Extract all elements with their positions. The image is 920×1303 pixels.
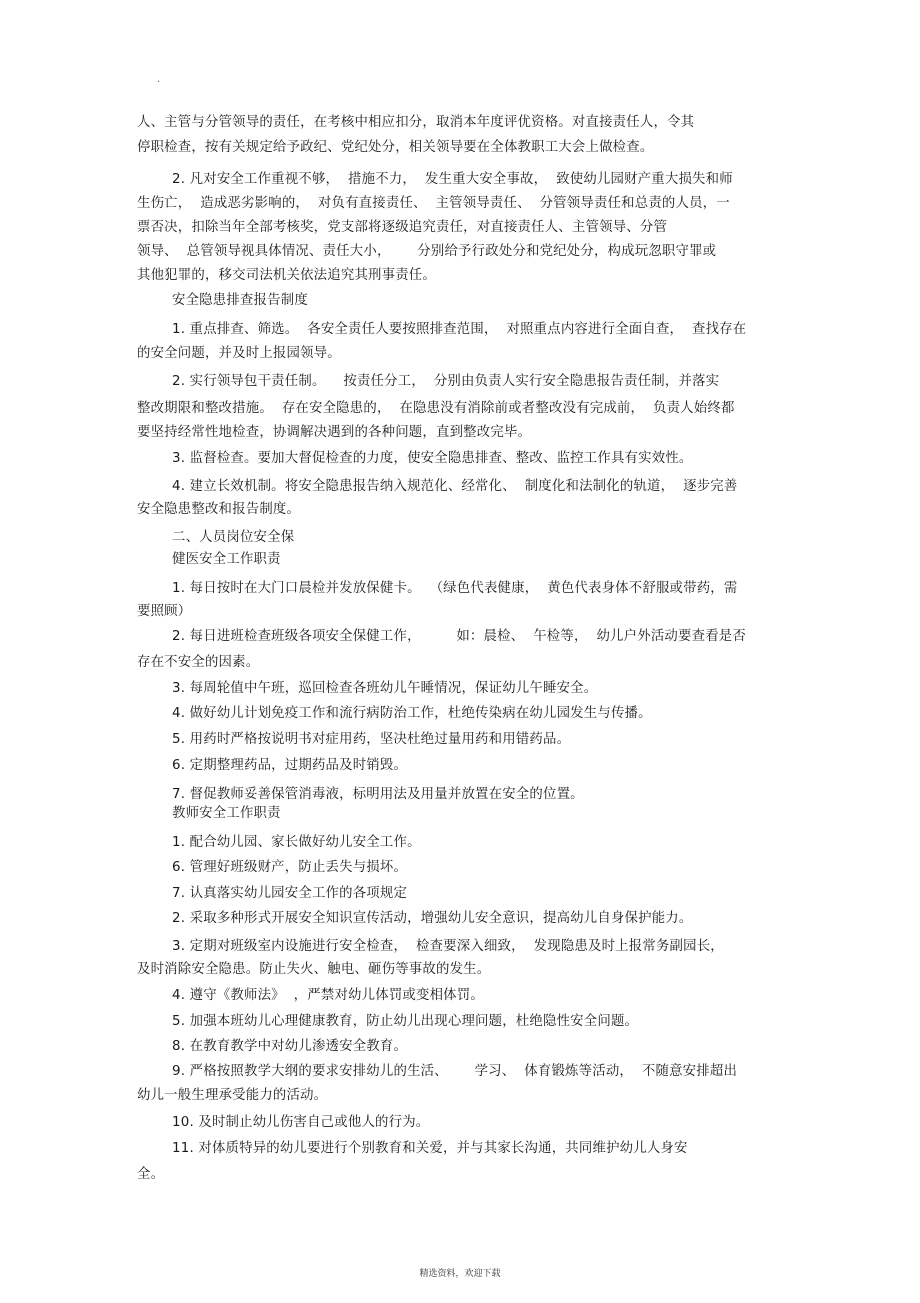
- text-line: 安全隐患排查报告制度: [172, 293, 308, 308]
- text-line: 人、主管与分管领导的责任，在考核中相应扣分，取消本年度评优资格。对直接责任人，令其: [137, 115, 695, 130]
- text-line: 5. 用药时严格按说明书对症用药，坚决杜绝过量用药和用错药品。: [172, 732, 571, 747]
- text-line: 要照顾）: [137, 604, 192, 619]
- header-dot: .: [157, 74, 161, 85]
- text-line: 4. 遵守《教师法》 ，严禁对幼儿体罚或变相体罚。: [172, 988, 484, 1003]
- text-line: 6. 管理好班级财产，防止丢失与损坏。: [172, 860, 408, 875]
- page-footer: 精选资料，欢迎下载: [419, 1269, 501, 1279]
- text-line: 票否决，扣除当年全部考核奖，党支部将逐级追究责任，对直接责任人、主管领导、分管: [137, 220, 668, 235]
- text-line: 的安全问题，并及时上报园领导。: [137, 346, 341, 361]
- text-line: 幼儿一般生理承受能力的活动。: [137, 1088, 328, 1103]
- text-line: 领导、 总管领导视具体情况、责任大小， 分别给予行政处分和党纪处分，构成玩忽职守罪或: [137, 244, 717, 259]
- text-line: 存在不安全的因素。: [137, 655, 260, 670]
- text-line: 7. 督促教师妥善保管消毒液，标明用法及用量并放置在安全的位置。: [172, 787, 584, 802]
- text-line: 生伤亡， 造成恶劣影响的， 对负有直接责任、 主管领导责任、 分管领导责任和总责的人员，一: [137, 196, 730, 211]
- text-line: 全。: [137, 1167, 165, 1182]
- text-line: 及时消除安全隐患。防止失火、触电、砸伤等事故的发生。: [137, 962, 491, 977]
- text-line: 6. 定期整理药品，过期药品及时销毁。: [172, 758, 408, 773]
- text-line: 11. 对体质特异的幼儿要进行个别教育和关爱，并与其家长沟通，共同维护幼儿人身安: [172, 1141, 688, 1156]
- text-line: 其他犯罪的，移交司法机关依法追究其刑事责任。: [137, 268, 436, 283]
- text-line: 7. 认真落实幼儿园安全工作的各项规定: [172, 886, 408, 901]
- text-line: 教师安全工作职责: [172, 806, 281, 821]
- text-line: 3. 监督检查。要加大督促检查的力度，使安全隐患排查、整改、监控工作具有实效性。: [172, 451, 693, 466]
- text-line: 4. 建立长效机制。将安全隐患报告纳入规范化、经常化、 制度化和法制化的轨道， 逐步完善: [172, 479, 738, 494]
- text-line: 1. 重点排查、筛选。 各安全责任人要按照排查范围， 对照重点内容进行全面自查， 查找存在: [172, 322, 747, 337]
- text-line: 10. 及时制止幼儿伤害自己或他人的行为。: [172, 1115, 430, 1130]
- text-line: 安全隐患整改和报告制度。: [137, 502, 301, 517]
- text-line: 1. 配合幼儿园、家长做好幼儿安全工作。: [172, 835, 421, 850]
- text-line: 要坚持经常性地检查，协调解决遇到的各种问题，直到整改完毕。: [137, 425, 532, 440]
- text-line: 3. 定期对班级室内设施进行安全检查， 检查要深入细致， 发现隐患及时上报常务副园长，: [172, 939, 724, 954]
- text-line: 2. 实行领导包干责任制。 按责任分工， 分别由负责人实行安全隐患报告责任制，并落实: [172, 374, 720, 389]
- text-line: 整改期限和整改措施。 存在安全隐患的， 在隐患没有消除前或者整改没有完成前， 负责人始终都: [137, 401, 735, 416]
- text-line: 2. 凡对安全工作重视不够， 措施不力， 发生重大安全事故， 致使幼儿园财产重大损失和师: [172, 172, 733, 187]
- text-line: 4. 做好幼儿计划免疫工作和流行病防治工作，杜绝传染病在幼儿园发生与传播。: [172, 706, 652, 721]
- text-line: 健医安全工作职责: [172, 552, 281, 567]
- text-line: 8. 在教育教学中对幼儿渗透安全教育。: [172, 1039, 408, 1054]
- text-line: 二、人员岗位安全保: [172, 530, 295, 545]
- text-line: 1. 每日按时在大门口晨检并发放保健卡。 （绿色代表健康， 黄色代表身体不舒服或带药，需: [172, 581, 738, 596]
- text-line: 2. 每日进班检查班级各项安全保健工作， 如：晨检、 午检等， 幼儿户外活动要查看是否: [172, 629, 746, 644]
- text-line: 停职检查，按有关规定给予政纪、党纪处分，相关领导要在全体教职工大会上做检查。: [137, 140, 654, 155]
- text-line: 5. 加强本班幼儿心理健康教育，防止幼儿出现心理问题，杜绝隐性安全问题。: [172, 1014, 639, 1029]
- text-line: 2. 采取多种形式开展安全知识宣传活动，增强幼儿安全意识，提高幼儿自身保护能力。: [172, 911, 693, 926]
- text-line: 9. 严格按照教学大纲的要求安排幼儿的生活、 学习、 体育锻炼等活动， 不随意安排超出: [172, 1064, 738, 1079]
- text-line: 3. 每周轮值中午班，巡回检查各班幼儿午睡情况，保证幼儿午睡安全。: [172, 681, 598, 696]
